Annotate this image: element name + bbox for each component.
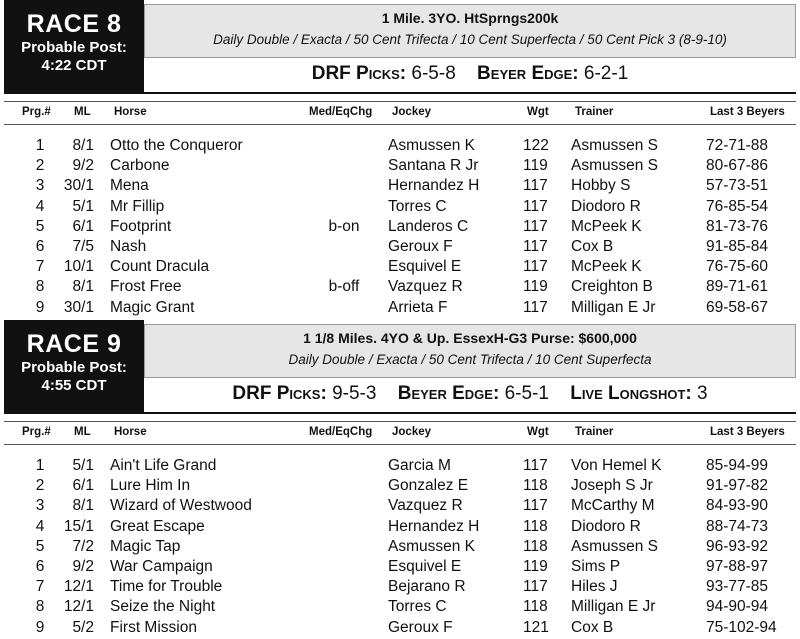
table-row — [0, 238, 800, 258]
race-wagers: Daily Double / Exacta / 50 Cent Trifecta / 10 Cent Superfecta — [288, 352, 652, 367]
table-row — [0, 299, 800, 319]
wgt: 117 — [523, 578, 548, 596]
horse: Magic Tap — [110, 537, 181, 555]
picks-value: 6-5-8 — [411, 63, 456, 84]
jockey: Geroux F — [388, 237, 453, 255]
ml: 5/1 — [72, 457, 94, 474]
race-8-section — [0, 0, 800, 319]
jockey: Geroux F — [388, 618, 453, 636]
picks-label: Live Longshot: — [570, 383, 692, 404]
table-row — [0, 578, 800, 598]
table-row — [0, 518, 800, 538]
ml: 7/2 — [72, 537, 94, 555]
beyers: 89-71-61 — [706, 278, 769, 296]
prg: 2 — [35, 157, 45, 175]
race-title: 1 1/8 Miles. 4YO & Up. EssexH-G3 Purse: $600,000 — [303, 330, 637, 346]
beyers: 88-74-73 — [706, 517, 769, 535]
wgt: 118 — [523, 517, 548, 535]
horse: Carbone — [110, 157, 170, 175]
probable-post-label: Probable Post: — [21, 359, 127, 376]
jockey: Esquivel E — [388, 557, 462, 575]
race-header — [0, 320, 800, 412]
horse: Ain't Life Grand — [110, 457, 217, 474]
table-body — [0, 457, 800, 639]
horse: Wizard of Westwood — [110, 497, 252, 515]
beyers: 76-75-60 — [706, 258, 769, 276]
col-horse: Horse — [114, 426, 147, 438]
race-header — [0, 0, 800, 92]
table-row — [0, 558, 800, 578]
col-jockey: Jockey — [392, 426, 432, 438]
col-prg: Prg.# — [22, 426, 51, 438]
ml: 30/1 — [63, 177, 94, 195]
jockey: Vazquez R — [388, 497, 463, 515]
trainer: McCarthy M — [571, 497, 655, 515]
race-badge — [4, 320, 144, 412]
beyers: 91-97-82 — [706, 477, 769, 495]
trainer: Milligan E Jr — [571, 598, 656, 616]
horse: Mr Fillip — [110, 197, 165, 215]
wgt: 117 — [523, 197, 548, 215]
beyers: 76-85-54 — [706, 197, 769, 215]
beyers: 80-67-86 — [706, 157, 769, 175]
trainer: Hobby S — [571, 177, 631, 195]
table-row — [0, 198, 800, 218]
beyers: 93-77-85 — [706, 578, 769, 596]
wgt: 117 — [523, 457, 548, 474]
wgt: 119 — [523, 157, 548, 175]
wgt: 118 — [523, 537, 548, 555]
prg: 4 — [35, 197, 45, 215]
col-beyers: Last 3 Beyers — [710, 426, 785, 438]
race-info-box — [144, 4, 796, 58]
prg: 5 — [35, 217, 45, 235]
col-jockey: Jockey — [392, 106, 432, 118]
horse: Magic Grant — [110, 298, 195, 316]
race-number: RACE 8 — [26, 10, 122, 38]
prg: 5 — [35, 537, 45, 555]
horse: Mena — [110, 177, 149, 195]
ml: 8/1 — [72, 497, 94, 515]
horse: Count Dracula — [110, 258, 210, 276]
med: b-off — [328, 278, 360, 296]
trainer: McPeek K — [571, 217, 642, 235]
wgt: 122 — [523, 137, 549, 154]
ml: 8/1 — [72, 137, 94, 154]
live-longshot — [570, 383, 707, 404]
col-med: Med/EqChg — [309, 106, 373, 118]
horse: Frost Free — [110, 278, 182, 296]
trainer: Cox B — [571, 237, 614, 255]
jockey: Torres C — [388, 197, 447, 215]
wgt: 119 — [523, 278, 548, 296]
col-trainer: Trainer — [575, 106, 614, 118]
horse: War Campaign — [110, 557, 213, 575]
race-9-section — [0, 320, 800, 639]
trainer: Cox B — [571, 618, 614, 636]
entries-table — [0, 101, 800, 319]
picks-label: DRF Picks: — [311, 63, 407, 84]
ml: 5/1 — [72, 197, 94, 215]
jockey: Asmussen K — [388, 537, 476, 555]
prg: 3 — [35, 177, 45, 195]
picks-value: 9-5-3 — [332, 383, 377, 404]
table-row — [0, 477, 800, 497]
beyers: 97-88-97 — [706, 557, 769, 575]
prg: 6 — [35, 557, 45, 575]
jockey: Esquivel E — [388, 258, 462, 276]
jockey: Vazquez R — [388, 278, 463, 296]
table-header — [4, 101, 796, 125]
wgt: 119 — [523, 557, 548, 575]
beyers: 91-85-84 — [706, 237, 769, 255]
ml: 12/1 — [63, 598, 94, 616]
ml: 6/1 — [72, 477, 94, 495]
col-horse: Horse — [114, 106, 147, 118]
divider — [4, 412, 796, 414]
prg: 8 — [35, 598, 45, 616]
wgt: 117 — [523, 177, 548, 195]
horse: Lure Him In — [110, 477, 191, 495]
jockey: Hernandez H — [388, 177, 480, 195]
wgt: 117 — [523, 497, 548, 515]
wgt: 117 — [523, 298, 548, 316]
beyers: 96-93-92 — [706, 537, 769, 555]
table-row — [0, 218, 800, 238]
prg: 8 — [35, 278, 45, 296]
prg: 1 — [35, 457, 45, 474]
table-row — [0, 177, 800, 197]
trainer: Creighton B — [571, 278, 653, 296]
prg: 4 — [35, 517, 45, 535]
med: b-on — [328, 217, 360, 235]
col-beyers: Last 3 Beyers — [710, 106, 785, 118]
col-ml: ML — [74, 426, 91, 438]
col-med: Med/EqChg — [309, 426, 373, 438]
table-row — [0, 457, 800, 477]
picks-label: Beyer Edge: — [397, 383, 500, 404]
divider — [4, 92, 796, 94]
picks-line — [144, 378, 796, 410]
prg: 7 — [35, 578, 45, 596]
trainer: Asmussen S — [571, 537, 659, 555]
ml: 15/1 — [63, 517, 94, 535]
drf-picks — [232, 383, 376, 404]
trainer: Von Hemel K — [571, 457, 662, 474]
col-ml: ML — [74, 106, 91, 118]
prg: 1 — [35, 137, 45, 154]
wgt: 121 — [523, 618, 549, 636]
trainer: Sims P — [571, 557, 621, 575]
col-prg: Prg.# — [22, 106, 51, 118]
table-row — [0, 538, 800, 558]
wgt: 118 — [523, 477, 548, 495]
trainer: Diodoro R — [571, 197, 641, 215]
picks-label: DRF Picks: — [232, 383, 327, 404]
table-body — [0, 137, 800, 319]
beyer-edge — [398, 383, 549, 404]
post-time: 4:22 CDT — [41, 57, 107, 74]
trainer: Joseph S Jr — [571, 477, 653, 495]
beyers: 57-73-51 — [706, 177, 769, 195]
trainer: Asmussen S — [571, 157, 659, 175]
table-row — [0, 258, 800, 278]
horse: Nash — [110, 237, 147, 255]
beyer-edge — [477, 63, 628, 84]
jockey: Landeros C — [388, 217, 469, 235]
beyers: 84-93-90 — [706, 497, 769, 515]
jockey: Torres C — [388, 598, 447, 616]
prg: 2 — [35, 477, 45, 495]
prg: 9 — [35, 618, 45, 636]
horse: First Mission — [110, 618, 197, 636]
race-info-box — [144, 324, 796, 378]
race-wagers: Daily Double / Exacta / 50 Cent Trifecta / 10 Cent Superfecta / 50 Cent Pick 3 (8-9-10) — [213, 32, 727, 47]
jockey: Garcia M — [388, 457, 451, 474]
probable-post-label: Probable Post: — [21, 39, 127, 56]
trainer: Hiles J — [571, 578, 618, 596]
race-badge — [4, 0, 144, 92]
horse: Otto the Conqueror — [110, 137, 243, 154]
wgt: 117 — [523, 237, 548, 255]
jockey: Hernandez H — [388, 517, 480, 535]
drf-picks — [312, 63, 456, 84]
beyers: 81-73-76 — [706, 217, 769, 235]
jockey: Gonzalez E — [388, 477, 469, 495]
trainer: Diodoro R — [571, 517, 641, 535]
ml: 30/1 — [63, 298, 94, 316]
beyers: 69-58-67 — [706, 298, 769, 316]
trainer: McPeek K — [571, 258, 642, 276]
horse: Seize the Night — [110, 598, 216, 616]
beyers: 72-71-88 — [706, 137, 769, 154]
wgt: 117 — [523, 258, 548, 276]
prg: 7 — [35, 258, 45, 276]
picks-value: 6-2-1 — [583, 63, 629, 84]
horse: Time for Trouble — [110, 578, 223, 596]
picks-label: Beyer Edge: — [477, 63, 579, 84]
ml: 5/2 — [72, 618, 94, 636]
horse: Footprint — [110, 217, 172, 235]
trainer: Asmussen S — [571, 137, 659, 154]
picks-value: 3 — [697, 383, 708, 404]
jockey: Asmussen K — [388, 137, 476, 154]
table-header — [4, 421, 796, 445]
prg: 6 — [35, 237, 45, 255]
horse: Great Escape — [110, 517, 205, 535]
col-wgt: Wgt — [527, 426, 549, 438]
col-trainer: Trainer — [575, 426, 614, 438]
jockey: Santana R Jr — [388, 157, 479, 175]
race-title: 1 Mile. 3YO. HtSprngs200k — [381, 10, 559, 26]
ml: 7/5 — [72, 237, 94, 255]
race-number: RACE 9 — [26, 330, 122, 358]
ml: 9/2 — [72, 557, 94, 575]
table-row — [0, 278, 800, 298]
table-row — [0, 157, 800, 177]
table-row — [0, 598, 800, 618]
prg: 3 — [35, 497, 45, 515]
wgt: 118 — [523, 598, 548, 616]
ml: 10/1 — [63, 258, 94, 276]
picks-value: 6-5-1 — [504, 383, 549, 404]
trainer: Milligan E Jr — [571, 298, 656, 316]
ml: 9/2 — [72, 157, 94, 175]
jockey: Arrieta F — [388, 298, 448, 316]
table-row — [0, 137, 800, 157]
ml: 12/1 — [63, 578, 94, 596]
post-time: 4:55 CDT — [41, 377, 107, 394]
table-row — [0, 619, 800, 639]
beyers: 85-94-99 — [706, 457, 769, 474]
jockey: Bejarano R — [388, 578, 466, 596]
table-row — [0, 497, 800, 517]
beyers: 94-90-94 — [706, 598, 769, 616]
entries-table — [0, 421, 800, 639]
col-wgt: Wgt — [527, 106, 549, 118]
wgt: 117 — [523, 217, 548, 235]
picks-line — [144, 58, 796, 90]
beyers: 75-102-94 — [706, 618, 777, 636]
prg: 9 — [35, 298, 45, 316]
ml: 8/1 — [72, 278, 94, 296]
ml: 6/1 — [72, 217, 94, 235]
